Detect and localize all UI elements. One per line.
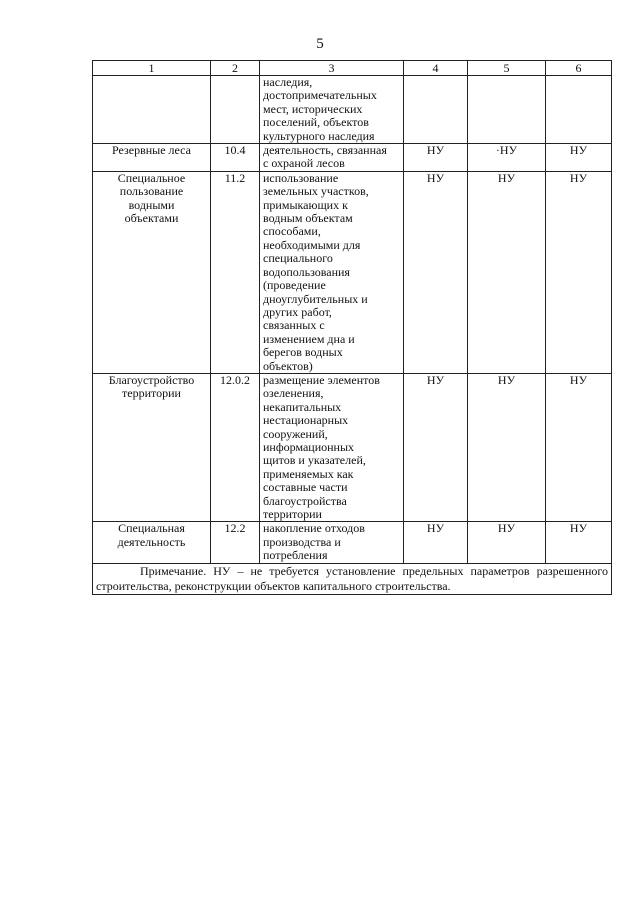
cell-line: территории xyxy=(263,507,322,521)
header-col-1: 1 xyxy=(93,61,211,76)
cell-line: Специальное xyxy=(117,170,186,185)
note-text: Примечание. НУ – не требуется установление предельных параметров разрешенного строительства, реконструкции объектов капитального строительства. xyxy=(96,563,608,593)
cell-line: примыкающих к xyxy=(263,197,348,212)
cell-line: объектами xyxy=(124,211,179,226)
cell-line: некапитальных xyxy=(263,399,342,414)
cell-col5: НУ xyxy=(468,522,546,563)
cell-line: достопримечательных xyxy=(263,88,377,103)
cell-line: с охраной лесов xyxy=(263,156,345,171)
cell-col3 xyxy=(260,76,404,144)
cell-line: щитов и указателей, xyxy=(263,453,366,468)
cell-line: деятельность, связанная xyxy=(263,143,387,158)
cell-col1 xyxy=(93,76,211,144)
cell-col2: 12.2 xyxy=(211,522,260,563)
header-col-5: 5 xyxy=(468,61,546,76)
cell-col5: НУ xyxy=(468,373,546,521)
cell-col1 xyxy=(93,171,211,373)
cell-col4: НУ xyxy=(404,171,468,373)
note-row xyxy=(93,563,612,594)
cell-col6: НУ xyxy=(546,373,612,521)
cell-line: дноуглубительных и xyxy=(263,291,368,306)
table-row xyxy=(93,144,612,172)
cell-col2: 10.4 xyxy=(211,144,260,172)
cell-line: пользование xyxy=(119,184,184,199)
cell-line: накопление отходов xyxy=(263,521,365,536)
cell-line: связанных с xyxy=(263,318,325,333)
cell-line: озеленения, xyxy=(263,386,324,401)
cell-col4: НУ xyxy=(404,522,468,563)
cell-col3 xyxy=(260,373,404,521)
cell-line: водными xyxy=(128,197,175,212)
cell-col3 xyxy=(260,144,404,172)
cell-col6: НУ xyxy=(546,144,612,172)
cell-line: берегов водных xyxy=(263,345,343,360)
cell-col5: ·НУ xyxy=(468,144,546,172)
cell-line: поселений, объектов xyxy=(263,115,369,130)
cell-line: деятельность xyxy=(117,534,186,549)
cell-line: специального xyxy=(263,251,333,266)
cell-line: размещение элементов xyxy=(263,372,380,387)
cell-line: объектов) xyxy=(263,358,313,373)
cell-col6 xyxy=(546,76,612,144)
table-row xyxy=(93,373,612,521)
cell-line: применяемых как xyxy=(263,466,354,481)
cell-line: сооружений, xyxy=(263,426,328,441)
cell-line: производства и xyxy=(263,534,341,549)
cell-line: (проведение xyxy=(263,278,326,293)
cell-col5 xyxy=(468,76,546,144)
header-col-4: 4 xyxy=(404,61,468,76)
cell-col2: 12.0.2 xyxy=(211,373,260,521)
table-row xyxy=(93,76,612,144)
page-number: 5 xyxy=(316,36,324,52)
header-col-3: 3 xyxy=(260,61,404,76)
cell-col3 xyxy=(260,171,404,373)
cell-line: водным объектам xyxy=(263,211,353,226)
cell-line: земельных участков, xyxy=(263,184,369,199)
header-col-6: 6 xyxy=(546,61,612,76)
cell-col2: 11.2 xyxy=(211,171,260,373)
table-row xyxy=(93,522,612,563)
cell-line: других работ, xyxy=(263,304,332,319)
cell-col5: НУ xyxy=(468,171,546,373)
cell-line: наследия, xyxy=(263,75,313,89)
cell-line: необходимыми для xyxy=(263,237,361,252)
cell-col3 xyxy=(260,522,404,563)
parameters-table xyxy=(92,60,612,595)
cell-col6: НУ xyxy=(546,171,612,373)
cell-line: мест, исторических xyxy=(263,101,363,116)
cell-col6: НУ xyxy=(546,522,612,563)
note-cell xyxy=(93,563,612,594)
cell-line: информационных xyxy=(263,439,355,454)
cell-col1 xyxy=(93,373,211,521)
cell-line: благоустройства xyxy=(263,493,347,508)
cell-line: культурного наследия xyxy=(263,128,375,143)
table-header-row xyxy=(93,61,612,76)
cell-line: Благоустройство xyxy=(108,372,195,387)
cell-col4: НУ xyxy=(404,373,468,521)
table-row xyxy=(93,171,612,373)
cell-line: составные части xyxy=(263,480,348,495)
cell-line: потребления xyxy=(263,548,328,563)
cell-line: Резервные леса xyxy=(112,143,191,158)
cell-line: водопользования xyxy=(263,264,350,279)
cell-line: территории xyxy=(122,386,181,401)
cell-line: нестационарных xyxy=(263,413,349,428)
cell-col4: НУ xyxy=(404,144,468,172)
cell-line: способами, xyxy=(263,224,321,239)
cell-line: Специальная xyxy=(118,521,185,536)
cell-col2 xyxy=(211,76,260,144)
cell-col1 xyxy=(93,144,211,172)
cell-line: использование xyxy=(263,170,339,185)
cell-col1 xyxy=(93,522,211,563)
cell-line: изменением дна и xyxy=(263,331,355,346)
header-col-2: 2 xyxy=(211,61,260,76)
cell-col4 xyxy=(404,76,468,144)
